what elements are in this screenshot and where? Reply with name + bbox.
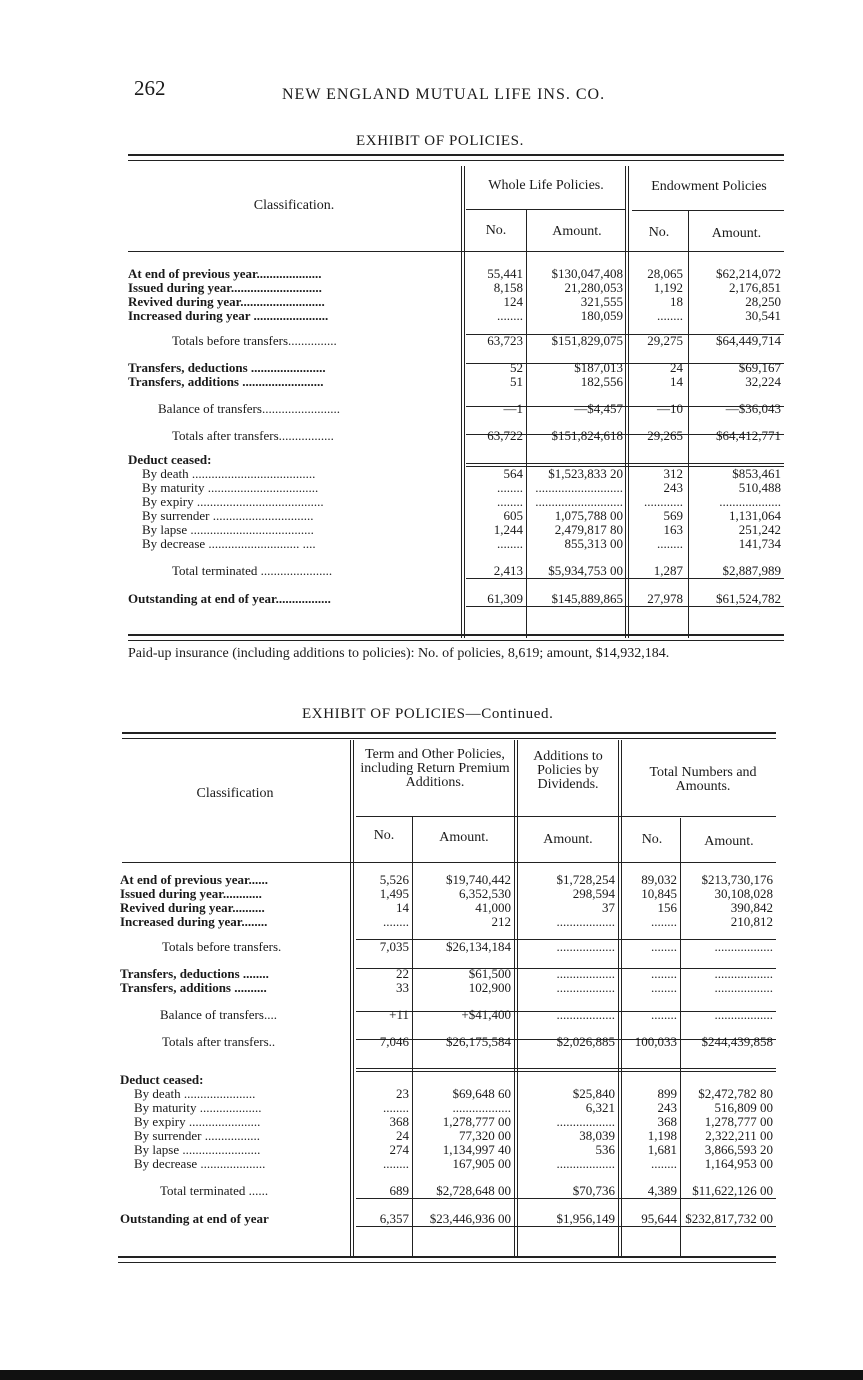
term-amount: 41,000	[475, 901, 511, 915]
endowment-no: 312	[663, 467, 683, 481]
row-label: Totals after transfers.................	[172, 429, 334, 443]
page-number: 262	[134, 76, 166, 100]
total-amount: 2,322,211 00	[705, 1129, 773, 1143]
whole-life-no: ........	[497, 495, 523, 509]
row-label: Transfers, deductions ........	[120, 967, 269, 981]
whole-life-no: 63,722	[487, 429, 523, 443]
row-label: By expiry ......................	[134, 1115, 261, 1129]
table-row	[120, 901, 776, 915]
total-amount: $244,439,858	[701, 1035, 773, 1049]
table-row	[128, 481, 784, 495]
total-amount: $213,730,176	[701, 873, 773, 887]
row-label: Increased during year .......................	[128, 309, 329, 323]
table-row	[120, 1087, 776, 1101]
endowment-amount: $853,461	[732, 467, 781, 481]
table-row	[128, 361, 784, 375]
endowment-amount: 251,242	[738, 523, 781, 537]
total-amount: 390,842	[730, 901, 773, 915]
row-label: By lapse ........................	[134, 1143, 261, 1157]
endowment-amount: 32,224	[745, 375, 781, 389]
additions-amount: $70,736	[572, 1184, 615, 1198]
exhibit1-group-rule	[632, 210, 784, 211]
whole-life-amount: 1,075,788 00	[554, 509, 623, 523]
term-no: 1,495	[379, 887, 409, 901]
table-row	[128, 467, 784, 481]
table-row	[120, 1008, 776, 1022]
endowment-amount: 28,250	[745, 295, 781, 309]
endowment-amount: 510,488	[738, 481, 781, 495]
row-label: By surrender ...............................	[142, 509, 314, 523]
total-no: ........	[651, 1157, 677, 1171]
whole-life-amount: $5,934,753 00	[548, 564, 623, 578]
total-no: 243	[657, 1101, 677, 1115]
total-amount: 210,812	[730, 915, 773, 929]
total-no: 10,845	[641, 887, 677, 901]
endowment-amount: $61,524,782	[716, 592, 781, 606]
term-no: 14	[396, 901, 409, 915]
additions-amount: 536	[595, 1143, 615, 1157]
row-label: Total terminated ......................	[172, 564, 333, 578]
term-no: 274	[389, 1143, 409, 1157]
exhibit1-subtotal-rule	[466, 606, 784, 607]
endowment-amount: $64,449,714	[716, 334, 781, 348]
whole-life-amount: $151,829,075	[551, 334, 623, 348]
row-label: By expiry .......................................	[142, 495, 324, 509]
endowment-no: 163	[663, 523, 683, 537]
additions-amount: ..................	[556, 940, 615, 954]
endowment-no: 14	[670, 375, 683, 389]
term-amount: 1,278,777 00	[442, 1115, 511, 1129]
endowment-no: 1,192	[653, 281, 683, 295]
endowment-no: 29,275	[647, 334, 683, 348]
table-row	[128, 429, 784, 443]
row-label: Outstanding at end of year.................	[128, 592, 331, 606]
row-label: By death ......................	[134, 1087, 256, 1101]
endowment-amount: $2,887,989	[722, 564, 781, 578]
exhibit2-subtotal-rule	[356, 1226, 776, 1227]
endowment-amount: 30,541	[745, 309, 781, 323]
row-label: Issued during year............	[120, 887, 262, 901]
endowment-no: 243	[663, 481, 683, 495]
table-row	[120, 981, 776, 995]
total-amount: $232,817,732 00	[685, 1212, 773, 1226]
exhibit2-additions-amount-header: Amount.	[543, 832, 593, 847]
whole-life-no: 52	[510, 361, 523, 375]
exhibit1-classification-header: Classification.	[253, 198, 335, 213]
table-row	[128, 309, 784, 323]
exhibit2-term-amount-header: Amount.	[439, 830, 489, 845]
term-no: 23	[396, 1087, 409, 1101]
term-amount: 212	[491, 915, 511, 929]
row-label: By decrease ....................	[134, 1157, 266, 1171]
table-row	[120, 1073, 776, 1087]
term-amount: 102,900	[468, 981, 511, 995]
whole-life-no: —1	[503, 402, 523, 416]
table-row	[128, 334, 784, 348]
row-label: Balance of transfers....	[160, 1008, 277, 1022]
term-amount: 6,352,530	[459, 887, 511, 901]
term-no: ........	[383, 915, 409, 929]
row-label: Balance of transfers........................	[158, 402, 340, 416]
endowment-no: ............	[644, 495, 683, 509]
additions-amount: ..................	[556, 915, 615, 929]
term-amount: 77,320 00	[459, 1129, 511, 1143]
exhibit2-classification-header: Classification	[196, 786, 274, 801]
table-row	[128, 267, 784, 281]
row-label: Transfers, deductions .......................	[128, 361, 326, 375]
total-amount: 1,164,953 00	[704, 1157, 773, 1171]
term-no: ........	[383, 1157, 409, 1171]
additions-amount: ..................	[556, 981, 615, 995]
additions-amount: 38,039	[579, 1129, 615, 1143]
total-no: 899	[657, 1087, 677, 1101]
exhibit1-endowment-no-header: No.	[648, 225, 670, 240]
exhibit2-total-header: Total Numbers and Amounts.	[649, 765, 757, 794]
table-row	[120, 1129, 776, 1143]
additions-amount: $1,956,149	[556, 1212, 615, 1226]
table-row	[128, 375, 784, 389]
whole-life-no: 2,413	[493, 564, 523, 578]
whole-life-no: 55,441	[487, 267, 523, 281]
term-amount: $61,500	[468, 967, 511, 981]
whole-life-amount: 182,556	[580, 375, 623, 389]
total-no: ........	[651, 967, 677, 981]
row-label: At end of previous year....................	[128, 267, 322, 281]
term-amount: 1,134,997 40	[442, 1143, 511, 1157]
whole-life-amount: $187,013	[574, 361, 623, 375]
additions-amount: $2,026,885	[556, 1035, 615, 1049]
row-label: By surrender .................	[134, 1129, 261, 1143]
table-row	[120, 873, 776, 887]
table-row	[120, 1143, 776, 1157]
whole-life-amount: ...........................	[535, 495, 623, 509]
endowment-amount: $64,412,771	[716, 429, 781, 443]
endowment-no: ........	[657, 537, 683, 551]
table-row	[120, 1035, 776, 1049]
exhibit1-header-rule	[128, 251, 784, 252]
scan-edge-bar	[0, 1370, 863, 1380]
term-amount: $2,728,648 00	[436, 1184, 511, 1198]
total-amount: 516,809 00	[714, 1101, 773, 1115]
term-no: 5,526	[379, 873, 409, 887]
additions-amount: 37	[602, 901, 615, 915]
total-no: 100,033	[634, 1035, 677, 1049]
total-no: 1,681	[647, 1143, 677, 1157]
exhibit1-table	[128, 267, 784, 606]
term-no: 24	[396, 1129, 409, 1143]
whole-life-no	[461, 453, 526, 467]
endowment-amount: ...................	[719, 495, 781, 509]
endowment-no: ........	[657, 309, 683, 323]
endowment-no: —10	[657, 402, 683, 416]
row-label: At end of previous year......	[120, 873, 269, 887]
term-amount	[412, 1073, 514, 1087]
endowment-no: 18	[670, 295, 683, 309]
total-no: ........	[651, 915, 677, 929]
table-row	[128, 295, 784, 309]
row-label: Deduct ceased:	[128, 453, 212, 467]
total-amount	[680, 1073, 776, 1087]
term-no	[350, 1073, 412, 1087]
endowment-no: 28,065	[647, 267, 683, 281]
total-amount: ..................	[714, 967, 773, 981]
additions-amount: ..................	[556, 967, 615, 981]
table-row	[128, 453, 784, 467]
endowment-no: 24	[670, 361, 683, 375]
row-label: Total terminated ......	[160, 1184, 269, 1198]
exhibit2-bottom-rule	[118, 1256, 776, 1263]
table-row	[120, 940, 776, 954]
table-row	[128, 564, 784, 578]
whole-life-no: ........	[497, 481, 523, 495]
total-amount: 30,108,028	[714, 887, 773, 901]
additions-amount: ..................	[556, 1008, 615, 1022]
exhibit2-header-rule	[122, 862, 776, 863]
whole-life-amount: $1,523,833 20	[548, 467, 623, 481]
exhibit1-group-rule	[466, 209, 626, 210]
table-row	[128, 281, 784, 295]
term-no: 368	[389, 1115, 409, 1129]
table-row	[120, 1212, 776, 1226]
table-row	[128, 509, 784, 523]
total-no: 368	[657, 1115, 677, 1129]
whole-life-amount: 180,059	[580, 309, 623, 323]
row-label: Totals before transfers.	[162, 940, 282, 954]
table-row	[120, 1157, 776, 1171]
total-no: ........	[651, 1008, 677, 1022]
endowment-amount: 2,176,851	[729, 281, 781, 295]
total-no: 89,032	[641, 873, 677, 887]
total-amount: 3,866,593 20	[704, 1143, 773, 1157]
endowment-no: 29,265	[647, 429, 683, 443]
endowment-amount: $69,167	[738, 361, 781, 375]
whole-life-amount: $151,824,618	[551, 429, 623, 443]
endowment-no: 27,978	[647, 592, 683, 606]
exhibit1-whole-life-header: Whole Life Policies.	[488, 178, 604, 193]
additions-amount: $1,728,254	[556, 873, 615, 887]
table-row	[128, 495, 784, 509]
row-label: Deduct ceased:	[120, 1073, 204, 1087]
whole-life-amount: ...........................	[535, 481, 623, 495]
whole-life-amount: 855,313 00	[564, 537, 623, 551]
total-amount: 1,278,777 00	[704, 1115, 773, 1129]
row-label: By maturity ...................	[134, 1101, 262, 1115]
additions-amount: $25,840	[572, 1087, 615, 1101]
whole-life-no: 8,158	[493, 281, 523, 295]
exhibit2-term-no-header: No.	[373, 828, 395, 843]
whole-life-amount: 2,479,817 80	[554, 523, 623, 537]
table-row	[120, 1115, 776, 1129]
additions-amount	[514, 1073, 618, 1087]
additions-amount: 298,594	[572, 887, 615, 901]
table-row	[128, 537, 784, 551]
term-amount: $23,446,936 00	[429, 1212, 511, 1226]
term-no: 22	[396, 967, 409, 981]
exhibit2-total-no-header: No.	[641, 832, 663, 847]
term-amount: $26,175,584	[446, 1035, 511, 1049]
term-no: 6,357	[379, 1212, 409, 1226]
endowment-amount: —$36,043	[725, 402, 781, 416]
exhibit2-caption: EXHIBIT OF POLICIES—Continued.	[302, 706, 554, 722]
term-amount: +$41,400	[461, 1008, 511, 1022]
term-no: 689	[389, 1184, 409, 1198]
table-row	[120, 967, 776, 981]
total-no: 95,644	[641, 1212, 677, 1226]
term-no: 7,035	[379, 940, 409, 954]
whole-life-amount: —$4,457	[574, 402, 623, 416]
whole-life-amount	[526, 453, 626, 467]
running-title: NEW ENGLAND MUTUAL LIFE INS. CO.	[282, 86, 606, 103]
endowment-amount: 1,131,064	[729, 509, 781, 523]
exhibit1-whole-life-amount-header: Amount.	[552, 224, 602, 239]
term-no: ........	[383, 1101, 409, 1115]
row-label: Transfers, additions ..........	[120, 981, 267, 995]
term-amount: $69,648 60	[452, 1087, 511, 1101]
exhibit2-group-rule	[356, 816, 776, 817]
term-amount: $19,740,442	[446, 873, 511, 887]
whole-life-no: 61,309	[487, 592, 523, 606]
whole-life-no: 63,723	[487, 334, 523, 348]
total-no: 1,198	[647, 1129, 677, 1143]
whole-life-no: ........	[497, 309, 523, 323]
term-no: 7,046	[379, 1035, 409, 1049]
additions-amount: 6,321	[585, 1101, 615, 1115]
table-row	[120, 915, 776, 929]
total-amount: ..................	[714, 1008, 773, 1022]
row-label: Outstanding at end of year	[120, 1212, 269, 1226]
endowment-no: 1,287	[653, 564, 683, 578]
total-amount: ..................	[714, 981, 773, 995]
row-label: Revived during year..........................	[128, 295, 325, 309]
exhibit1-endowment-amount-header: Amount.	[711, 226, 762, 241]
exhibit2-table	[120, 873, 776, 1226]
total-no: 156	[657, 901, 677, 915]
total-no: 4,389	[647, 1184, 677, 1198]
table-row	[120, 887, 776, 901]
exhibit1-endowment-header: Endowment Policies	[651, 179, 767, 194]
whole-life-no: ........	[497, 537, 523, 551]
whole-life-amount: $130,047,408	[551, 267, 623, 281]
endowment-amount: $62,214,072	[716, 267, 781, 281]
table-row	[128, 402, 784, 416]
table-row	[120, 1184, 776, 1198]
term-amount: 167,905 00	[452, 1157, 511, 1171]
row-label: Transfers, additions .........................	[128, 375, 324, 389]
term-amount: ..................	[452, 1101, 511, 1115]
paid-up-note: Paid-up insurance (including additions to policies): No. of policies, 8,619; amount, $14,932,184.	[128, 646, 670, 661]
exhibit2-top-rule	[122, 732, 776, 739]
total-no: ........	[651, 981, 677, 995]
table-row	[128, 592, 784, 606]
row-label: Totals after transfers..	[162, 1035, 276, 1049]
whole-life-no: 564	[503, 467, 523, 481]
term-no: +11	[389, 1008, 409, 1022]
endowment-amount	[686, 453, 784, 467]
exhibit2-additions-header: Additions to Policies by Dividends.	[533, 749, 603, 792]
row-label: By decrease ............................ ....	[142, 537, 316, 551]
row-label: By maturity ..................................	[142, 481, 319, 495]
row-label: By death ......................................	[142, 467, 316, 481]
row-label: Increased during year........	[120, 915, 268, 929]
exhibit2-term-header: Term and Other Policies, including Return Premium Additions.	[360, 747, 510, 790]
row-label: Issued during year............................	[128, 281, 322, 295]
term-no: 33	[396, 981, 409, 995]
whole-life-amount: 21,280,053	[564, 281, 623, 295]
exhibit1-top-rule	[128, 154, 784, 161]
exhibit2-total-amount-header: Amount.	[704, 834, 754, 849]
additions-amount: ..................	[556, 1157, 615, 1171]
endowment-no	[626, 453, 686, 467]
total-no: ........	[651, 940, 677, 954]
whole-life-no: 605	[503, 509, 523, 523]
whole-life-no: 51	[510, 375, 523, 389]
exhibit1-bottom-rule	[128, 634, 784, 641]
total-amount: $11,622,126 00	[692, 1184, 773, 1198]
whole-life-no: 124	[503, 295, 523, 309]
endowment-amount: 141,734	[738, 537, 781, 551]
table-row	[128, 523, 784, 537]
endowment-no: 569	[663, 509, 683, 523]
additions-amount: ..................	[556, 1115, 615, 1129]
row-label: By lapse ......................................	[142, 523, 314, 537]
table-row	[120, 1101, 776, 1115]
exhibit1-whole-life-no-header: No.	[485, 223, 507, 238]
row-label: Revived during year..........	[120, 901, 265, 915]
whole-life-no: 1,244	[493, 523, 523, 537]
term-amount: $26,134,184	[446, 940, 511, 954]
total-no	[618, 1073, 680, 1087]
whole-life-amount: $145,889,865	[551, 592, 623, 606]
row-label: Totals before transfers...............	[172, 334, 337, 348]
exhibit1-caption: EXHIBIT OF POLICIES.	[356, 133, 524, 149]
total-amount: ..................	[714, 940, 773, 954]
total-amount: $2,472,782 80	[698, 1087, 773, 1101]
whole-life-amount: 321,555	[580, 295, 623, 309]
